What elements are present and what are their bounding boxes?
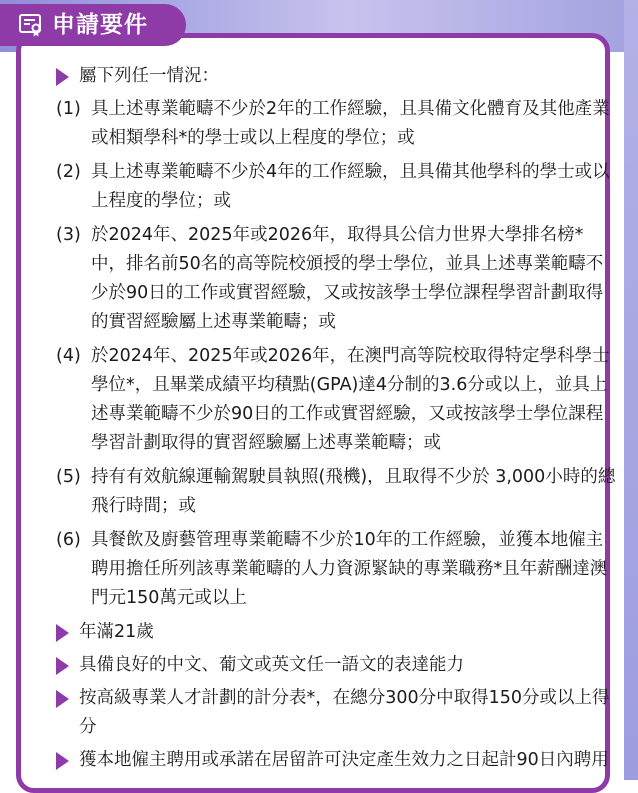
item-number: (3) — [56, 225, 81, 245]
right-background-band — [624, 0, 638, 780]
certificate-document-icon — [18, 13, 44, 37]
item-number: (2) — [56, 162, 81, 182]
requirement-item-1 — [56, 95, 616, 153]
section-title: 申請要件 — [52, 11, 148, 38]
item-number: (6) — [56, 530, 81, 550]
section-header-tag — [0, 4, 186, 46]
item-number: (5) — [56, 467, 81, 487]
triangle-bullet-icon — [56, 690, 69, 708]
requirement-item-2 — [56, 158, 616, 216]
requirements-content — [56, 62, 616, 779]
item-number: (1) — [56, 99, 81, 119]
requirement-bullet-employment — [56, 746, 616, 775]
item-text: 具上述專業範疇不少於2年的工作經驗，且具備文化體育及其他產業或相類學科*的學士或以上程度的學位；或 — [91, 99, 610, 148]
item-text: 具上述專業範疇不少於4年的工作經驗，且具備其他學科的學士或以上程度的學位；或 — [91, 162, 610, 211]
triangle-bullet-icon — [56, 624, 69, 642]
requirement-item-4 — [56, 342, 616, 458]
requirement-bullet-age — [56, 618, 616, 647]
item-number: (4) — [56, 346, 81, 366]
requirement-bullet-language — [56, 651, 616, 680]
requirement-item-5 — [56, 463, 616, 521]
bullet-text: 按高級專業人才計劃的計分表*，在總分300分中取得150分或以上得分 — [79, 688, 610, 737]
requirement-bullet-score — [56, 684, 616, 742]
triangle-bullet-icon — [56, 657, 69, 675]
bullet-text: 年滿21歲 — [79, 622, 154, 642]
requirement-item-6 — [56, 526, 616, 613]
requirement-item-3 — [56, 221, 616, 337]
item-text: 於2024年、2025年或2026年，在澳門高等院校取得特定學科學士學位*，且畢業成績平均積點(GPA)達4分制的3.6分或以上，並具上述專業範疇不少於90日的工作或實習經驗，又或按該學士學位課程學習計劃取得的實習經驗屬上述專業範疇；或 — [91, 346, 610, 453]
bullet-text: 獲本地僱主聘用或承諾在居留許可決定產生效力之日起計90日內聘用 — [79, 750, 609, 770]
intro-bullet — [56, 62, 616, 91]
triangle-bullet-icon — [56, 68, 69, 86]
bullet-text: 具備良好的中文、葡文或英文任一語文的表達能力 — [79, 655, 464, 675]
item-text: 於2024年、2025年或2026年，取得具公信力世界大學排名榜*中，排名前50名的高等院校頒授的學士學位，並具上述專業範疇不少於90日的工作或實習經驗，又或按該學士學位課程學習計劃取得的實習經驗屬上述專業範疇；或 — [91, 225, 604, 332]
item-text: 具餐飲及廚藝管理專業範疇不少於10年的工作經驗，並獲本地僱主聘用擔任所列該專業範疇的人力資源緊缺的專業職務*且年薪酬達澳門元150萬元或以上 — [91, 530, 608, 608]
item-text: 持有有效航線運輸駕駛員執照(飛機)，且取得不少於 3,000小時的總飛行時間；或 — [91, 467, 616, 516]
intro-text: 屬下列任一情況： — [79, 66, 219, 86]
triangle-bullet-icon — [56, 752, 69, 770]
